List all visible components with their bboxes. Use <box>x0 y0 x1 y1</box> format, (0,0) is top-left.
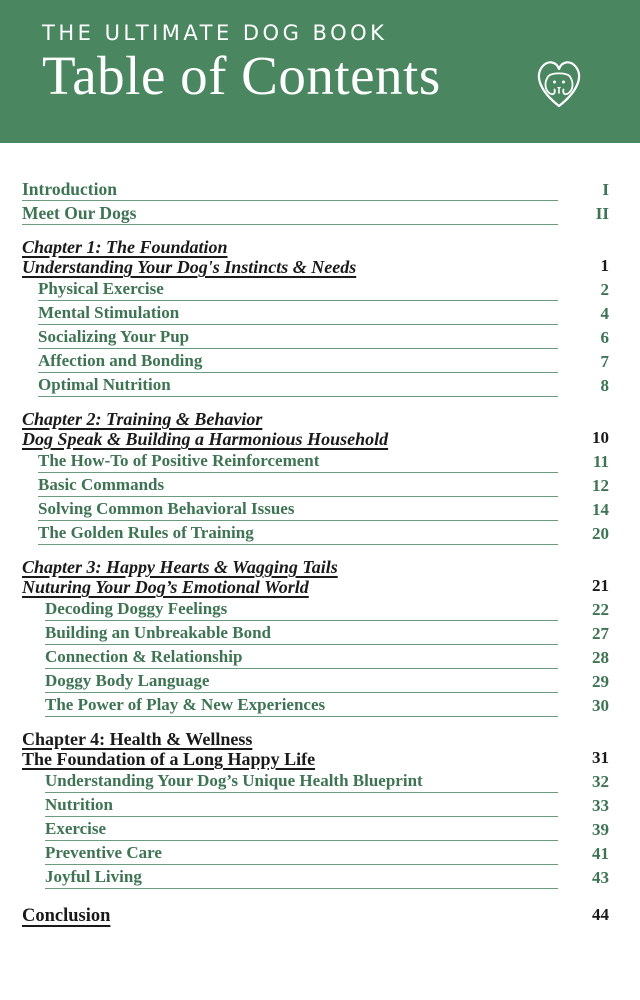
entry-label: Connection & Relationship <box>45 647 243 667</box>
toc-entry[interactable] <box>22 349 612 373</box>
chapter-title: Chapter 2: Training & Behavior <box>22 409 263 430</box>
entry-label: The Power of Play & New Experiences <box>45 695 326 715</box>
toc-entry[interactable] <box>22 693 612 717</box>
chapter-title-line1[interactable] <box>22 557 612 577</box>
entry-label: Optimal Nutrition <box>38 375 171 395</box>
leader-line <box>38 452 558 473</box>
chapter-title: Chapter 1: The Foundation <box>22 237 228 258</box>
page-number: 6 <box>600 328 609 348</box>
book-title: THE ULTIMATE DOG BOOK <box>42 21 388 45</box>
page-number: 8 <box>600 376 609 396</box>
page-number: 27 <box>592 624 609 644</box>
toc-entry[interactable] <box>22 373 612 397</box>
page-number: 41 <box>592 844 609 864</box>
page-number: 21 <box>592 576 609 596</box>
page-number: 33 <box>592 796 609 816</box>
page-number: 39 <box>592 820 609 840</box>
chapter-subtitle: Nuturing Your Dog’s Emotional World <box>22 577 309 598</box>
toc-entry[interactable] <box>22 597 612 621</box>
entry-label: Nutrition <box>45 795 113 815</box>
entry-label: Introduction <box>22 178 117 199</box>
toc-entry[interactable] <box>22 865 612 889</box>
chapter-block-3 <box>22 557 612 717</box>
chapter-block-4 <box>22 729 612 889</box>
leader-line <box>45 796 558 817</box>
leader-line <box>45 648 558 669</box>
page-number: 4 <box>600 304 609 324</box>
leader-line <box>45 772 558 793</box>
chapter-title-line2[interactable] <box>22 429 612 449</box>
leader-line <box>38 328 558 349</box>
chapter-title-line2[interactable] <box>22 577 612 597</box>
page-number: 28 <box>592 648 609 668</box>
entry-label: Mental Stimulation <box>38 303 180 323</box>
page-number: 7 <box>600 352 609 372</box>
leader-line <box>38 280 558 301</box>
chapter-title: Chapter 3: Happy Hearts & Wagging Tails <box>22 557 338 578</box>
page-number: 10 <box>592 428 609 448</box>
entry-label: Doggy Body Language <box>45 671 210 691</box>
leader-line <box>45 820 558 841</box>
toc-entry[interactable] <box>22 793 612 817</box>
page-number: 29 <box>592 672 609 692</box>
leader-line <box>45 672 558 693</box>
toc-entry[interactable] <box>22 325 612 349</box>
chapter-block-2 <box>22 409 612 545</box>
page-number: 31 <box>592 748 609 768</box>
leader-line <box>38 376 558 397</box>
entry-label: Meet Our Dogs <box>22 202 137 223</box>
chapter-title: Chapter 4: Health & Wellness <box>22 729 253 750</box>
toc-entry-conclusion[interactable] <box>22 902 612 926</box>
toc-entry[interactable] <box>22 621 612 645</box>
toc-entry[interactable] <box>22 301 612 325</box>
chapter-title-line2[interactable] <box>22 749 612 769</box>
leader-line <box>38 352 558 373</box>
entry-label: Socializing Your Pup <box>38 327 190 347</box>
page-number: 14 <box>592 500 609 520</box>
toc-entry[interactable] <box>22 841 612 865</box>
entry-label: Preventive Care <box>45 843 162 863</box>
toc-entry-front[interactable] <box>22 177 612 201</box>
page-number: 32 <box>592 772 609 792</box>
page-number: 11 <box>592 452 609 472</box>
entry-label: Affection and Bonding <box>38 351 203 371</box>
page-number: 30 <box>592 696 609 716</box>
entry-label: Decoding Doggy Feelings <box>45 599 228 619</box>
entry-label: The Golden Rules of Training <box>38 523 254 543</box>
heart-dog-icon <box>528 52 590 112</box>
page-number: 20 <box>592 524 609 544</box>
toc-entry[interactable] <box>22 817 612 841</box>
page-number: 12 <box>592 476 609 496</box>
toc-entry[interactable] <box>22 521 612 545</box>
leader-line <box>38 476 558 497</box>
chapter-block-1 <box>22 237 612 397</box>
page-number: I <box>602 180 609 200</box>
entry-label: Physical Exercise <box>38 279 164 299</box>
chapter-title-line1[interactable] <box>22 237 612 257</box>
leader-line <box>45 624 558 645</box>
leader-line <box>38 524 558 545</box>
conclusion-label: Conclusion <box>22 905 111 926</box>
entry-label: Building an Unbreakable Bond <box>45 623 271 643</box>
page-title: Table of Contents <box>42 45 441 106</box>
page-number: 2 <box>600 280 609 300</box>
chapter-title-line2[interactable] <box>22 257 612 277</box>
leader-line <box>45 868 558 889</box>
leader-line <box>45 844 558 865</box>
page-number: 1 <box>600 256 609 276</box>
leader-line <box>38 304 558 325</box>
toc-list <box>0 143 640 926</box>
chapter-subtitle: The Foundation of a Long Happy Life <box>22 749 316 770</box>
toc-entry[interactable] <box>22 277 612 301</box>
chapter-title-line1[interactable] <box>22 409 612 429</box>
toc-entry[interactable] <box>22 473 612 497</box>
chapter-subtitle: Dog Speak & Building a Harmonious Household <box>22 429 389 450</box>
leader-line <box>22 204 558 225</box>
entry-label: Solving Common Behavioral Issues <box>38 499 295 519</box>
page-number: 44 <box>592 905 609 925</box>
leader-line <box>45 600 558 621</box>
toc-entry[interactable] <box>22 645 612 669</box>
toc-entry-front[interactable] <box>22 201 612 225</box>
toc-entry[interactable] <box>22 449 612 473</box>
toc-entry[interactable] <box>22 497 612 521</box>
toc-entry[interactable] <box>22 769 612 793</box>
entry-label: Basic Commands <box>38 475 165 495</box>
entry-label: Exercise <box>45 819 107 839</box>
toc-entry[interactable] <box>22 669 612 693</box>
chapter-title-line1[interactable] <box>22 729 612 749</box>
leader-line <box>22 180 558 201</box>
entry-label: Joyful Living <box>45 867 142 887</box>
entry-label: Understanding Your Dog’s Unique Health Blueprint <box>45 771 423 791</box>
leader-line <box>45 696 558 717</box>
page-number: 22 <box>592 600 609 620</box>
chapter-subtitle: Understanding Your Dog's Instincts & Needs <box>22 257 357 278</box>
leader-line <box>38 500 558 521</box>
page-number: 43 <box>592 868 609 888</box>
page-number: II <box>595 204 609 224</box>
entry-label: The How-To of Positive Reinforcement <box>38 451 320 471</box>
header-banner <box>0 0 640 143</box>
